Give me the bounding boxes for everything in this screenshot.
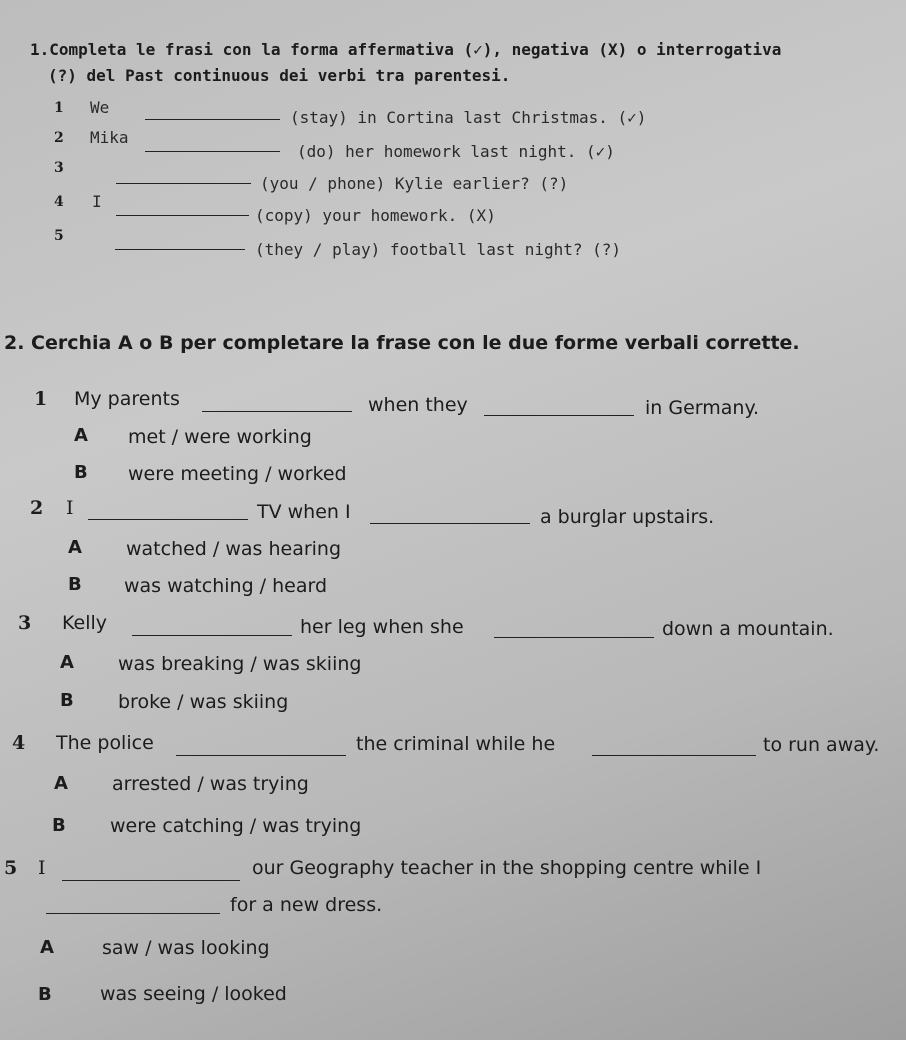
ex2-item-5-blank-2[interactable]	[46, 912, 220, 914]
ex2-item-2-option-b[interactable]: was watching / heard	[124, 575, 328, 597]
ex2-item-1-part-1: My parents	[74, 388, 180, 410]
ex2-item-4-part-3: to run away.	[763, 734, 880, 756]
ex1-item-1-text: (stay) in Cortina last Christmas. (✓)	[290, 108, 647, 127]
ex2-item-4-option-a-label[interactable]: A	[54, 773, 68, 794]
ex2-item-3-blank-2[interactable]	[494, 636, 654, 638]
ex2-item-2-part-2: TV when I	[257, 501, 351, 523]
ex2-item-1-option-b-label[interactable]: B	[74, 462, 88, 483]
exercise-1-title-line-2: (?) del Past continuous dei verbi tra parentesi.	[48, 66, 511, 85]
ex2-item-1-blank-1[interactable]	[202, 410, 352, 412]
ex1-item-3-blank[interactable]	[116, 182, 251, 184]
ex1-item-3-text: (you / phone) Kylie earlier? (?)	[260, 174, 569, 193]
ex2-item-1-option-a-label[interactable]: A	[74, 425, 88, 446]
ex2-item-4-option-b-label[interactable]: B	[52, 815, 66, 836]
ex2-item-3-option-b-label[interactable]: B	[60, 690, 74, 711]
ex2-item-3-option-a[interactable]: was breaking / was skiing	[118, 653, 362, 675]
ex2-item-5-option-b-label[interactable]: B	[38, 984, 52, 1005]
ex2-item-2-blank-1[interactable]	[88, 518, 248, 520]
exercise-2-title: 2. Cerchia A o B per completare la frase con le due forme verbali corrette.	[4, 332, 800, 354]
ex1-item-1-number: 1	[54, 100, 64, 116]
ex1-item-1-blank[interactable]	[145, 118, 280, 120]
ex2-item-5-part-1: I	[38, 857, 46, 879]
ex1-item-5-text: (they / play) football last night? (?)	[255, 240, 622, 259]
ex2-item-3-option-a-label[interactable]: A	[60, 652, 74, 673]
ex2-item-4-option-a[interactable]: arrested / was trying	[112, 773, 309, 795]
ex2-item-2-part-1: I	[66, 497, 74, 519]
ex1-item-4-number: 4	[54, 194, 64, 210]
ex2-item-5-option-a-label[interactable]: A	[40, 937, 54, 958]
ex2-item-5-part-2: our Geography teacher in the shopping centre while I	[252, 857, 762, 879]
ex1-item-2-subject: Mika	[90, 128, 129, 147]
ex2-item-5-option-a[interactable]: saw / was looking	[102, 937, 270, 959]
ex2-item-1-part-2: when they	[368, 394, 468, 416]
ex1-item-4-blank[interactable]	[116, 214, 249, 216]
ex2-item-4-number: 4	[12, 732, 26, 754]
ex2-item-2-part-3: a burglar upstairs.	[540, 506, 715, 528]
ex2-item-4-option-b[interactable]: were catching / was trying	[110, 815, 362, 837]
ex2-item-1-blank-2[interactable]	[484, 414, 634, 416]
ex1-item-2-blank[interactable]	[145, 150, 280, 152]
ex1-item-1-subject: We	[90, 98, 110, 117]
exercise-1-title-line-1: 1.Completa le frasi con la forma affermativa (✓), negativa (X) o interrogativa	[30, 40, 782, 59]
ex1-item-4-text: (copy) your homework. (X)	[255, 206, 496, 225]
ex2-item-2-blank-2[interactable]	[370, 522, 530, 524]
ex2-item-4-blank-2[interactable]	[592, 754, 756, 756]
ex2-item-5-blank-1[interactable]	[62, 879, 240, 881]
ex2-item-3-blank-1[interactable]	[132, 634, 292, 636]
ex2-item-1-option-a[interactable]: met / were working	[128, 426, 312, 448]
ex2-item-2-option-a-label[interactable]: A	[68, 537, 82, 558]
ex2-item-1-option-b[interactable]: were meeting / worked	[128, 463, 347, 485]
ex2-item-3-option-b[interactable]: broke / was skiing	[118, 691, 289, 713]
ex2-item-2-number: 2	[30, 497, 44, 519]
ex2-item-1-number: 1	[34, 388, 48, 410]
ex2-item-2-option-b-label[interactable]: B	[68, 574, 82, 595]
ex2-item-5-option-b[interactable]: was seeing / looked	[100, 983, 287, 1005]
ex2-item-1-part-3: in Germany.	[645, 397, 760, 419]
ex2-item-4-part-1: The police	[56, 732, 154, 754]
ex1-item-3-number: 3	[54, 160, 64, 176]
ex2-item-3-number: 3	[18, 612, 32, 634]
ex1-item-5-blank[interactable]	[115, 248, 245, 250]
ex2-item-3-part-2: her leg when she	[300, 616, 464, 638]
ex1-item-2-text: (do) her homework last night. (✓)	[297, 142, 615, 161]
ex2-item-5-part-3: for a new dress.	[230, 894, 383, 916]
ex2-item-3-part-3: down a mountain.	[662, 618, 834, 640]
ex2-item-2-option-a[interactable]: watched / was hearing	[126, 538, 342, 560]
ex1-item-2-number: 2	[54, 130, 64, 146]
ex2-item-4-part-2: the criminal while he	[356, 733, 556, 755]
ex1-item-5-number: 5	[54, 228, 64, 244]
ex2-item-4-blank-1[interactable]	[176, 754, 346, 756]
ex2-item-5-number: 5	[4, 857, 18, 879]
ex1-item-4-subject: I	[92, 192, 102, 211]
ex2-item-3-part-1: Kelly	[62, 612, 108, 634]
